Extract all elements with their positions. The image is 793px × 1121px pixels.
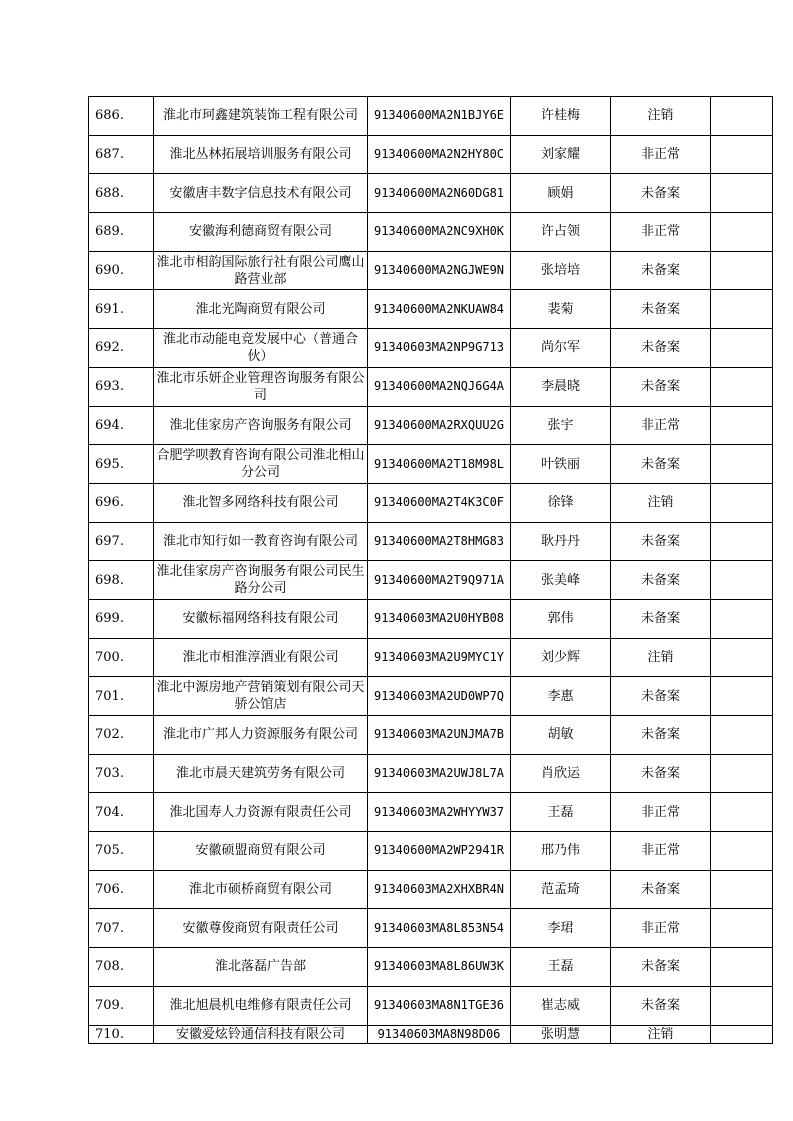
row-index-cell: 705.: [89, 832, 154, 871]
company-name-cell: 淮北旭晨机电维修有限责任公司: [154, 986, 368, 1025]
company-name-cell: 安徽海利德商贸有限公司: [154, 213, 368, 252]
company-name-cell: 淮北佳家房产咨询服务有限公司民生路分公司: [154, 561, 368, 600]
credit-code-cell: 91340600MA2NC9XH0K: [368, 213, 511, 252]
note-cell: [711, 793, 773, 832]
legal-person-cell: 叶铁丽: [511, 445, 611, 484]
note-cell: [711, 754, 773, 793]
note-cell: [711, 135, 773, 174]
legal-person-cell: 张宇: [511, 406, 611, 445]
status-cell: 非正常: [611, 832, 711, 871]
credit-code-cell: 91340603MA2WHYYW37: [368, 793, 511, 832]
credit-code-cell: 91340600MA2NGJWE9N: [368, 251, 511, 290]
note-cell: [711, 522, 773, 561]
note-cell: [711, 445, 773, 484]
company-name-cell: 淮北智多网络科技有限公司: [154, 483, 368, 522]
status-cell: 未备案: [611, 445, 711, 484]
legal-person-cell: 胡敏: [511, 716, 611, 755]
note-cell: [711, 367, 773, 406]
table-row: [89, 716, 773, 755]
status-cell: 未备案: [611, 251, 711, 290]
legal-person-cell: 李晨晓: [511, 367, 611, 406]
table-row: [89, 174, 773, 213]
note-cell: [711, 716, 773, 755]
note-cell: [711, 329, 773, 368]
row-index-cell: 688.: [89, 174, 154, 213]
credit-code-cell: 91340603MA2UD0WP7Q: [368, 677, 511, 716]
note-cell: [711, 406, 773, 445]
company-name-cell: 安徽唐丰数字信息技术有限公司: [154, 174, 368, 213]
legal-person-cell: 崔志威: [511, 986, 611, 1025]
row-index-cell: 702.: [89, 716, 154, 755]
row-index-cell: 703.: [89, 754, 154, 793]
legal-person-cell: 尚尔军: [511, 329, 611, 368]
company-name-cell: 淮北市相韵国际旅行社有限公司鹰山路营业部: [154, 251, 368, 290]
credit-code-cell: 91340600MA2T8HMG83: [368, 522, 511, 561]
table-row: [89, 483, 773, 522]
company-name-cell: 淮北市乐妍企业管理咨询服务有限公司: [154, 367, 368, 406]
company-name-cell: 安徽标福网络科技有限公司: [154, 599, 368, 638]
status-cell: 未备案: [611, 329, 711, 368]
table-row: [89, 135, 773, 174]
credit-code-cell: 91340600MA2WP2941R: [368, 832, 511, 871]
credit-code-cell: 91340603MA8N98D06: [368, 1025, 511, 1043]
note-cell: [711, 483, 773, 522]
company-name-cell: 安徽爱炫铃通信科技有限公司: [154, 1025, 368, 1043]
company-name-cell: 淮北市硕桥商贸有限公司: [154, 870, 368, 909]
legal-person-cell: 耿丹丹: [511, 522, 611, 561]
note-cell: [711, 638, 773, 677]
company-name-cell: 安徽硕盟商贸有限公司: [154, 832, 368, 871]
credit-code-cell: 91340600MA2T4K3C0F: [368, 483, 511, 522]
company-name-cell: 淮北光陶商贸有限公司: [154, 290, 368, 329]
note-cell: [711, 561, 773, 600]
credit-code-cell: 91340603MA2UWJ8L7A: [368, 754, 511, 793]
note-cell: [711, 174, 773, 213]
status-cell: 注销: [611, 97, 711, 136]
legal-person-cell: 张明慧: [511, 1025, 611, 1043]
table-row: [89, 367, 773, 406]
table-row: [89, 909, 773, 948]
credit-code-cell: 91340603MA8L853N54: [368, 909, 511, 948]
table-body: [89, 97, 773, 1044]
legal-person-cell: 范孟琦: [511, 870, 611, 909]
note-cell: [711, 870, 773, 909]
status-cell: 未备案: [611, 870, 711, 909]
status-cell: 未备案: [611, 522, 711, 561]
row-index-cell: 696.: [89, 483, 154, 522]
company-name-cell: 合肥学呗教育咨询有限公司淮北相山分公司: [154, 445, 368, 484]
table-row: [89, 638, 773, 677]
company-name-cell: 淮北国寿人力资源有限责任公司: [154, 793, 368, 832]
legal-person-cell: 张美峰: [511, 561, 611, 600]
status-cell: 非正常: [611, 135, 711, 174]
legal-person-cell: 裴菊: [511, 290, 611, 329]
note-cell: [711, 832, 773, 871]
row-index-cell: 709.: [89, 986, 154, 1025]
company-name-cell: 淮北市动能电竞发展中心（普通合伙）: [154, 329, 368, 368]
table-row: [89, 793, 773, 832]
table-row: [89, 445, 773, 484]
note-cell: [711, 1025, 773, 1043]
legal-person-cell: 许占领: [511, 213, 611, 252]
table-row: [89, 754, 773, 793]
note-cell: [711, 290, 773, 329]
legal-person-cell: 郭伟: [511, 599, 611, 638]
row-index-cell: 706.: [89, 870, 154, 909]
company-name-cell: 淮北落磊广告部: [154, 948, 368, 987]
row-index-cell: 687.: [89, 135, 154, 174]
legal-person-cell: 肖欣运: [511, 754, 611, 793]
legal-person-cell: 李珺: [511, 909, 611, 948]
legal-person-cell: 王磊: [511, 948, 611, 987]
legal-person-cell: 顾娟: [511, 174, 611, 213]
table-row: [89, 406, 773, 445]
credit-code-cell: 91340600MA2N2HY80C: [368, 135, 511, 174]
row-index-cell: 686.: [89, 97, 154, 136]
table-row: [89, 561, 773, 600]
row-index-cell: 710.: [89, 1025, 154, 1043]
row-index-cell: 701.: [89, 677, 154, 716]
registry-table: [88, 96, 773, 1044]
company-name-cell: 淮北市晨天建筑劳务有限公司: [154, 754, 368, 793]
status-cell: 注销: [611, 638, 711, 677]
credit-code-cell: 91340603MA2UNJMA7B: [368, 716, 511, 755]
credit-code-cell: 91340600MA2RXQUU2G: [368, 406, 511, 445]
credit-code-cell: 91340600MA2T18M98L: [368, 445, 511, 484]
credit-code-cell: 91340600MA2NQJ6G4A: [368, 367, 511, 406]
row-index-cell: 708.: [89, 948, 154, 987]
table-row: [89, 290, 773, 329]
row-index-cell: 689.: [89, 213, 154, 252]
table-row: [89, 97, 773, 136]
note-cell: [711, 986, 773, 1025]
row-index-cell: 700.: [89, 638, 154, 677]
status-cell: 未备案: [611, 677, 711, 716]
company-name-cell: 淮北市相淮淳酒业有限公司: [154, 638, 368, 677]
row-index-cell: 697.: [89, 522, 154, 561]
note-cell: [711, 948, 773, 987]
table-row: [89, 329, 773, 368]
table-row: [89, 599, 773, 638]
status-cell: 未备案: [611, 948, 711, 987]
row-index-cell: 698.: [89, 561, 154, 600]
company-name-cell: 淮北佳家房产咨询服务有限公司: [154, 406, 368, 445]
table-row: [89, 677, 773, 716]
legal-person-cell: 徐锋: [511, 483, 611, 522]
credit-code-cell: 91340603MA2U9MYC1Y: [368, 638, 511, 677]
company-name-cell: 淮北市知行如一教育咨询有限公司: [154, 522, 368, 561]
status-cell: 未备案: [611, 174, 711, 213]
company-name-cell: 淮北丛林拓展培训服务有限公司: [154, 135, 368, 174]
table-row: [89, 948, 773, 987]
status-cell: 未备案: [611, 290, 711, 329]
status-cell: 注销: [611, 483, 711, 522]
table-row: [89, 251, 773, 290]
legal-person-cell: 刘少辉: [511, 638, 611, 677]
credit-code-cell: 91340603MA2U0HYB08: [368, 599, 511, 638]
row-index-cell: 691.: [89, 290, 154, 329]
row-index-cell: 694.: [89, 406, 154, 445]
company-name-cell: 淮北市广邦人力资源服务有限公司: [154, 716, 368, 755]
legal-person-cell: 李惠: [511, 677, 611, 716]
status-cell: 未备案: [611, 716, 711, 755]
row-index-cell: 707.: [89, 909, 154, 948]
status-cell: 非正常: [611, 406, 711, 445]
status-cell: 注销: [611, 1025, 711, 1043]
note-cell: [711, 97, 773, 136]
credit-code-cell: 91340603MA8N1TGE36: [368, 986, 511, 1025]
credit-code-cell: 91340600MA2N60DG81: [368, 174, 511, 213]
status-cell: 未备案: [611, 754, 711, 793]
status-cell: 非正常: [611, 213, 711, 252]
legal-person-cell: 刘家耀: [511, 135, 611, 174]
status-cell: 未备案: [611, 367, 711, 406]
note-cell: [711, 599, 773, 638]
table-row: [89, 832, 773, 871]
status-cell: 非正常: [611, 793, 711, 832]
row-index-cell: 692.: [89, 329, 154, 368]
table-row: [89, 522, 773, 561]
status-cell: 未备案: [611, 599, 711, 638]
note-cell: [711, 677, 773, 716]
row-index-cell: 699.: [89, 599, 154, 638]
row-index-cell: 704.: [89, 793, 154, 832]
credit-code-cell: 91340600MA2N1BJY6E: [368, 97, 511, 136]
legal-person-cell: 邢乃伟: [511, 832, 611, 871]
table-row: [89, 1025, 773, 1043]
row-index-cell: 695.: [89, 445, 154, 484]
row-index-cell: 693.: [89, 367, 154, 406]
status-cell: 未备案: [611, 986, 711, 1025]
note-cell: [711, 251, 773, 290]
credit-code-cell: 91340603MA2NP9G713: [368, 329, 511, 368]
credit-code-cell: 91340603MA8L86UW3K: [368, 948, 511, 987]
note-cell: [711, 909, 773, 948]
table-row: [89, 213, 773, 252]
credit-code-cell: 91340600MA2T9Q971A: [368, 561, 511, 600]
legal-person-cell: 张培培: [511, 251, 611, 290]
row-index-cell: 690.: [89, 251, 154, 290]
legal-person-cell: 许桂梅: [511, 97, 611, 136]
table-row: [89, 986, 773, 1025]
company-name-cell: 淮北市珂鑫建筑装饰工程有限公司: [154, 97, 368, 136]
note-cell: [711, 213, 773, 252]
table-row: [89, 870, 773, 909]
credit-code-cell: 91340603MA2XHXBR4N: [368, 870, 511, 909]
status-cell: 未备案: [611, 561, 711, 600]
company-name-cell: 淮北中源房地产营销策划有限公司天骄公馆店: [154, 677, 368, 716]
legal-person-cell: 王磊: [511, 793, 611, 832]
credit-code-cell: 91340600MA2NKUAW84: [368, 290, 511, 329]
company-name-cell: 安徽尊俊商贸有限责任公司: [154, 909, 368, 948]
status-cell: 非正常: [611, 909, 711, 948]
